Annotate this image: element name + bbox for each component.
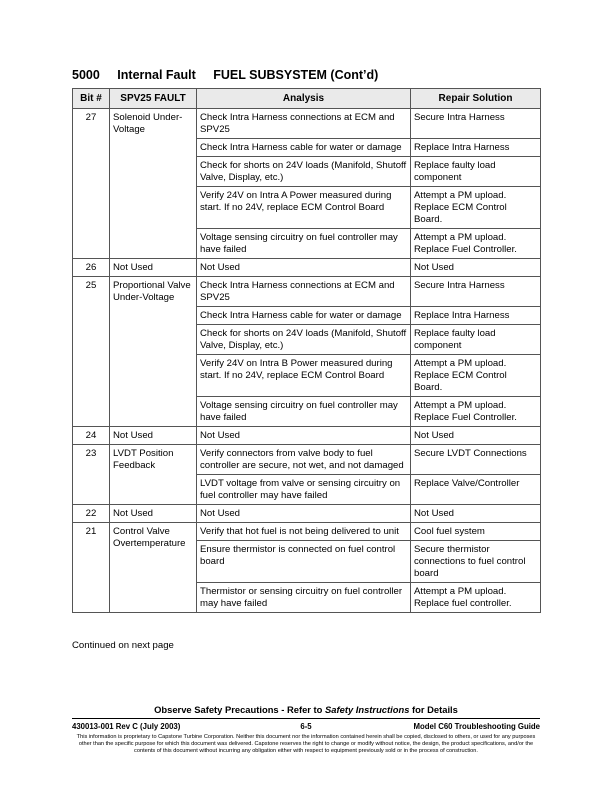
analysis-cell: Check Intra Harness cable for water or damage [197, 139, 411, 157]
fault-name: Control Valve Overtemperature [110, 523, 197, 613]
page-number: 6-5 [300, 722, 312, 731]
fault-name: Solenoid Under-Voltage [110, 109, 197, 259]
repair-cell: Attempt a PM upload. Replace Fuel Controller. [411, 229, 541, 259]
bit-number: 21 [73, 523, 110, 613]
fault-name: LVDT Position Feedback [110, 445, 197, 505]
repair-cell: Not Used [411, 505, 541, 523]
repair-cell: Attempt a PM upload. Replace ECM Control Board. [411, 187, 541, 229]
analysis-cell: Check Intra Harness connections at ECM and SPV25 [197, 277, 411, 307]
repair-cell: Replace Intra Harness [411, 307, 541, 325]
analysis-cell: Thermistor or sensing circuitry on fuel controller may have failed [197, 583, 411, 613]
bit-number: 23 [73, 445, 110, 505]
header-repair: Repair Solution [411, 89, 541, 109]
bit-number: 26 [73, 259, 110, 277]
continued-note: Continued on next page [72, 640, 174, 651]
guide-title: Model C60 Troubleshooting Guide [413, 722, 540, 731]
analysis-cell: Verify that hot fuel is not being delivered to unit [197, 523, 411, 541]
section-code: 5000 [72, 68, 100, 82]
table-row [73, 505, 541, 523]
repair-cell: Replace Intra Harness [411, 139, 541, 157]
header-bit: Bit # [73, 89, 110, 109]
fault-name: Proportional Valve Under-Voltage [110, 277, 197, 427]
analysis-cell: Check Intra Harness connections at ECM and SPV25 [197, 109, 411, 139]
footer-rule [72, 718, 540, 719]
safety-suffix: for Details [409, 704, 458, 715]
analysis-cell: Check for shorts on 24V loads (Manifold, Shutoff Valve, Display, etc.) [197, 325, 411, 355]
analysis-cell: LVDT voltage from valve or sensing circuitry on fuel controller may have failed [197, 475, 411, 505]
table-row [73, 427, 541, 445]
repair-cell: Not Used [411, 259, 541, 277]
repair-cell: Attempt a PM upload. Replace ECM Control Board. [411, 355, 541, 397]
repair-cell: Attempt a PM upload. Replace Fuel Controller. [411, 397, 541, 427]
analysis-cell: Verify 24V on Intra B Power measured during start. If no 24V, replace ECM Control Board [197, 355, 411, 397]
analysis-cell: Voltage sensing circuitry on fuel controller may have failed [197, 397, 411, 427]
analysis-cell: Not Used [197, 505, 411, 523]
repair-cell: Secure LVDT Connections [411, 445, 541, 475]
repair-cell: Attempt a PM upload. Replace fuel controller. [411, 583, 541, 613]
repair-cell: Cool fuel system [411, 523, 541, 541]
bit-number: 25 [73, 277, 110, 427]
analysis-cell: Check Intra Harness cable for water or damage [197, 307, 411, 325]
bit-number: 22 [73, 505, 110, 523]
repair-cell: Replace Valve/Controller [411, 475, 541, 505]
fault-name: Not Used [110, 427, 197, 445]
analysis-cell: Ensure thermistor is connected on fuel control board [197, 541, 411, 583]
subsystem-name: FUEL SUBSYSTEM (Cont’d) [213, 68, 379, 82]
disclaimer: This information is proprietary to Capstone Turbine Corporation. Neither this document nor the information contained herein shall be copied, disclosed to others, or used for any purposes other than the specific purpose for which this document was delivered. Capstone reserves the right to change or modify without notice, the design, the product specifications, and/or the contents of this document without incurring any obligation either with respect to equipment previously sold or in the process of construction. [76, 734, 536, 754]
repair-cell: Secure thermistor connections to fuel control board [411, 541, 541, 583]
analysis-cell: Verify 24V on Intra A Power measured during start. If no 24V, replace ECM Control Board [197, 187, 411, 229]
table-row [73, 277, 541, 307]
analysis-cell: Voltage sensing circuitry on fuel controller may have failed [197, 229, 411, 259]
repair-cell: Secure Intra Harness [411, 109, 541, 139]
header-analysis: Analysis [197, 89, 411, 109]
bit-number: 27 [73, 109, 110, 259]
repair-cell: Not Used [411, 427, 541, 445]
table-row [73, 523, 541, 541]
bit-number: 24 [73, 427, 110, 445]
analysis-cell: Verify connectors from valve body to fuel controller are secure, not wet, and not damaged [197, 445, 411, 475]
fault-name: Not Used [110, 505, 197, 523]
header-fault: SPV25 FAULT [110, 89, 197, 109]
safety-notice [0, 704, 612, 715]
fault-table [72, 88, 541, 613]
page-title [72, 68, 392, 82]
safety-prefix: Observe Safety Precautions - Refer to [154, 704, 326, 715]
table-header-row [73, 89, 541, 109]
section-name: Internal Fault [117, 68, 196, 82]
analysis-cell: Check for shorts on 24V loads (Manifold, Shutoff Valve, Display, etc.) [197, 157, 411, 187]
fault-table-body [73, 109, 541, 613]
repair-cell: Secure Intra Harness [411, 277, 541, 307]
fault-name: Not Used [110, 259, 197, 277]
doc-number: 430013-001 Rev C (July 2003) [72, 722, 181, 731]
repair-cell: Replace faulty load component [411, 157, 541, 187]
analysis-cell: Not Used [197, 259, 411, 277]
analysis-cell: Not Used [197, 427, 411, 445]
table-row [73, 259, 541, 277]
table-row [73, 445, 541, 475]
table-row [73, 109, 541, 139]
repair-cell: Replace faulty load component [411, 325, 541, 355]
safety-instructions-ref: Safety Instructions [325, 704, 410, 715]
